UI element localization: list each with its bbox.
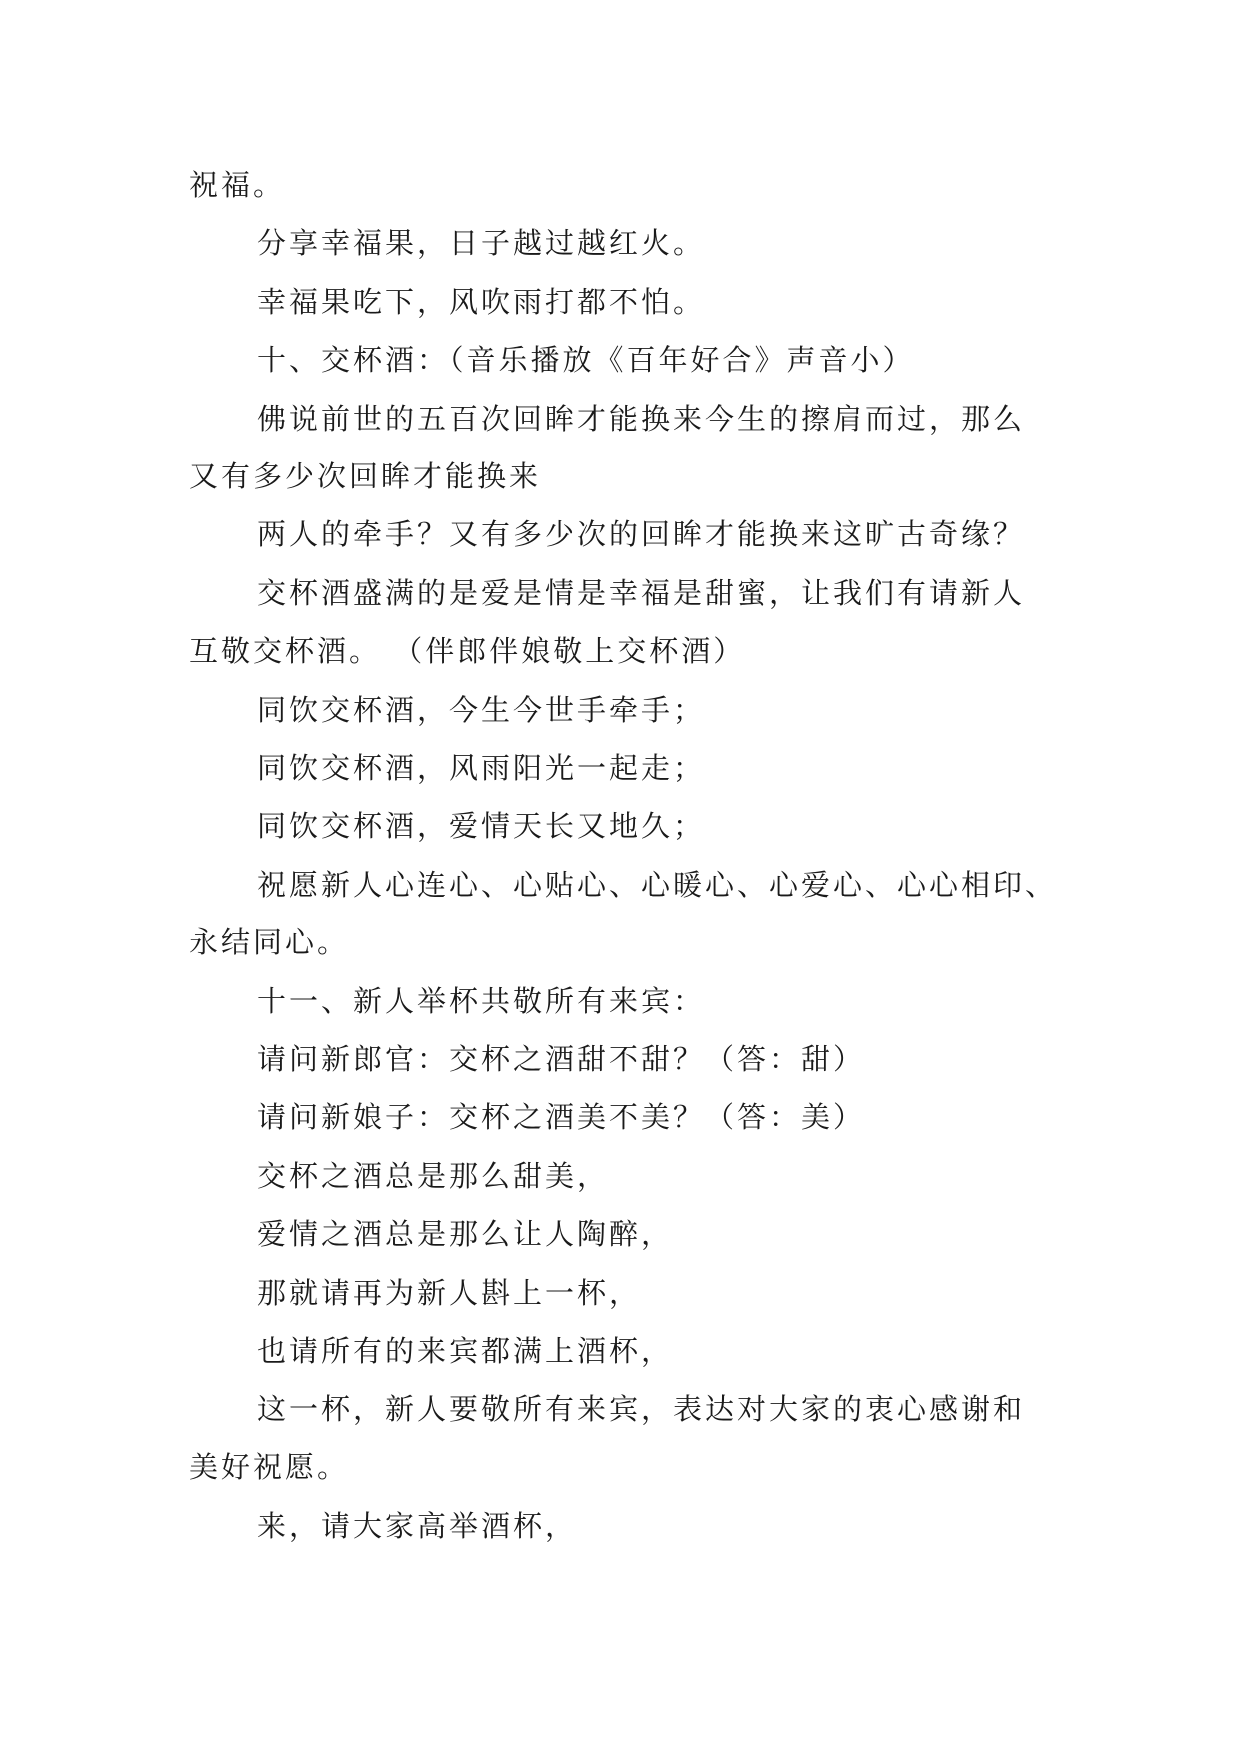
text-line: 来，请大家高举酒杯， [257,1509,578,1543]
text-line: 请问新娘子：交杯之酒美不美？（答：美） [257,1100,866,1134]
text-line: 美好祝愿。 [189,1450,350,1484]
text-line: 佛说前世的五百次回眸才能换来今生的擦肩而过，那么 [257,402,1026,436]
text-line: 分享幸福果，日子越过越红火。 [257,226,706,260]
text-line: 这一杯，新人要敬所有来宾，表达对大家的衷心感谢和 [257,1392,1026,1426]
text-line: 同饮交杯酒，风雨阳光一起走； [257,751,706,785]
text-line: 祝福。 [189,168,286,202]
text-line: 那就请再为新人斟上一杯， [257,1276,642,1310]
text-line: 交杯酒盛满的是爱是情是幸福是甜蜜，让我们有请新人 [257,576,1026,610]
section-heading-10: 十、交杯酒：（音乐播放《百年好合》声音小） [257,343,915,377]
text-line: 也请所有的来宾都满上酒杯， [257,1334,674,1368]
text-line: 幸福果吃下，风吹雨打都不怕。 [257,285,706,319]
text-line: 请问新郎官：交杯之酒甜不甜？（答：甜） [257,1042,866,1076]
text-line: 同饮交杯酒，今生今世手牵手； [257,693,706,727]
text-line: 交杯之酒总是那么甜美， [257,1159,610,1193]
text-line: 又有多少次回眸才能换来 [189,459,542,493]
text-line: 两人的牵手？又有多少次的回眸才能换来这旷古奇缘？ [257,517,1026,551]
text-line: 祝愿新人心连心、心贴心、心暖心、心爱心、心心相印、 [257,868,1058,902]
text-line: 互敬交杯酒。 （伴郎伴娘敬上交杯酒） [189,634,746,668]
section-heading-11: 十一、新人举杯共敬所有来宾： [257,984,706,1018]
text-line: 永结同心。 [189,925,350,959]
text-line: 同饮交杯酒，爱情天长又地久； [257,809,706,843]
text-line: 爱情之酒总是那么让人陶醉， [257,1217,674,1251]
